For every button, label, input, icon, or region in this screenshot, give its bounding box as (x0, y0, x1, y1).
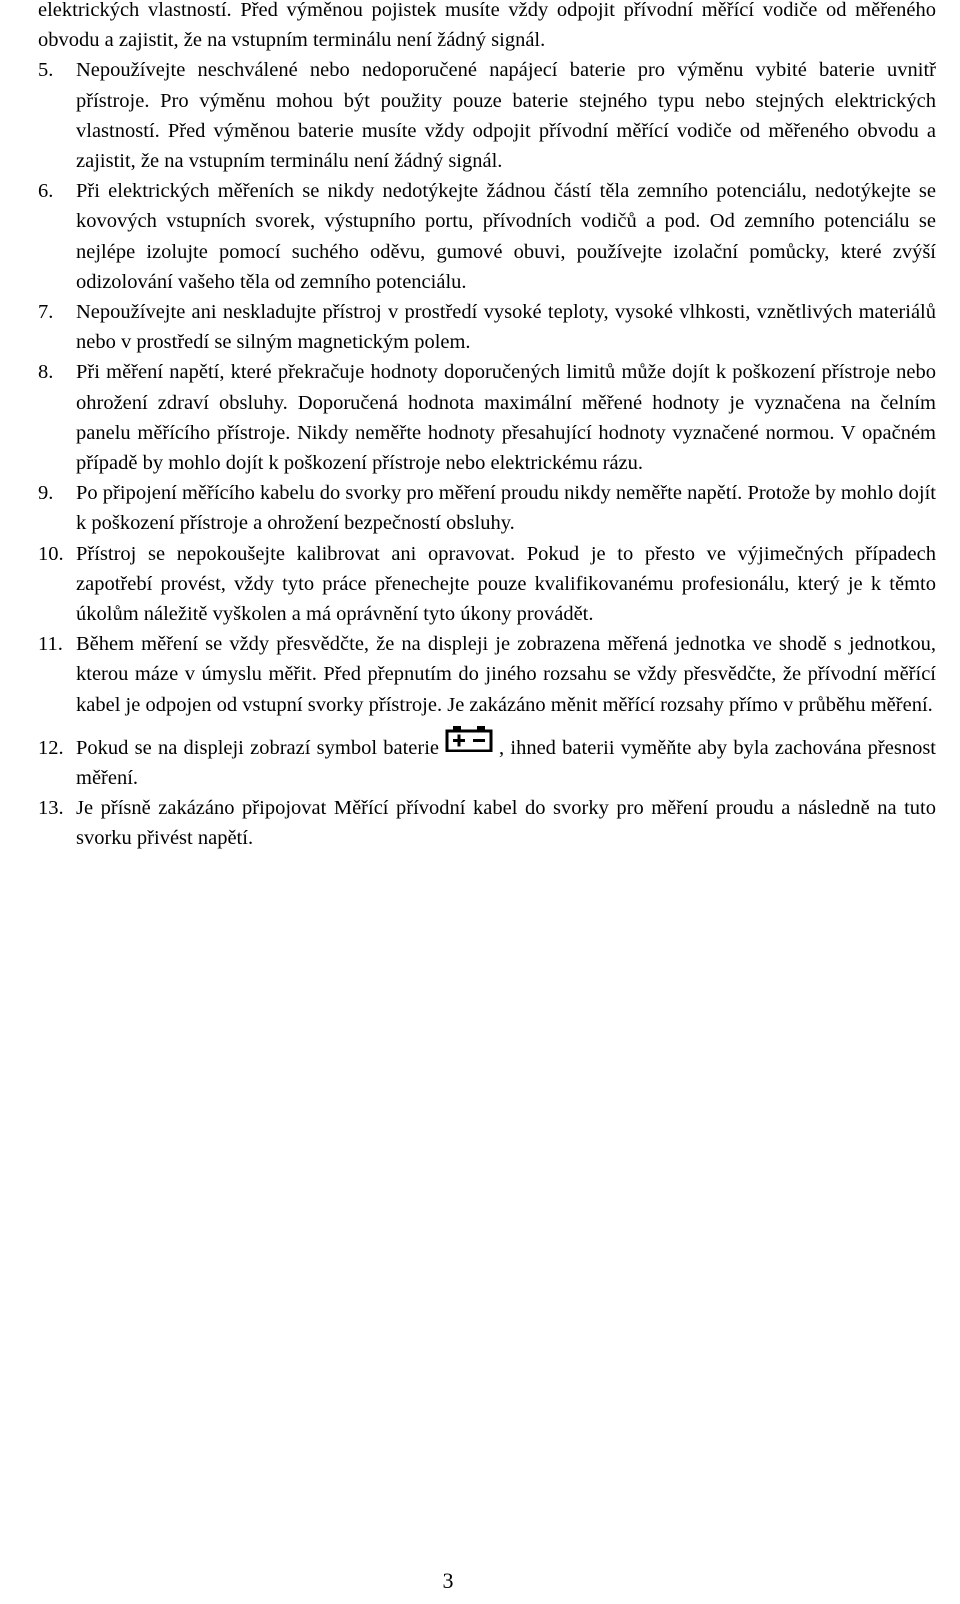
item-number: 6. (38, 180, 54, 203)
item-number: 13. (38, 797, 64, 820)
item-text: Přístroj se nepokoušejte kalibrovat ani opravovat. Pokud je to přesto ve výjimečných případech zapotřebí provést, vždy tyto práce přenechejte pouze kvalifikovanému profesionálu, který je k těmto úkolům náležitě vyškolen a má oprávnění tyto úkony provádět. (76, 542, 936, 626)
item-number: 5. (38, 59, 54, 82)
battery-icon (445, 726, 493, 752)
list-item (38, 478, 936, 538)
item-text-before-icon: Pokud se na displeji zobrazí symbol baterie (76, 736, 440, 759)
item-text: Nepoužívejte neschválené nebo nedoporučené napájecí baterie pro výměnu vybité baterie uvnitř přístroje. Pro výměnu mohou být použity pouze baterie stejného typu nebo stejných elektrických vlastností. Před výměnou baterie musíte vždy odpojit přívodní měřící vodiče od měřeného obvodu a zajistit, že na vstupním terminálu není žádný signál. (76, 59, 936, 173)
list-item (38, 357, 936, 478)
page-number: 3 (442, 1568, 454, 1593)
item-text: Při elektrických měřeních se nikdy nedotýkejte žádnou částí těla zemního potenciálu, nedotýkejte se kovových vstupních svorek, výstupního portu, přívodních vodičů a pod. Od zemního potenciálu se nejlépe izolujte pomocí suchého oděvu, gumové obuvi, používejte izolační pomůcky, které zvýší odizolování vašeho těla od zemního potenciálu. (76, 180, 936, 293)
item-number: 12. (38, 736, 64, 759)
lead-paragraph: elektrických vlastností. Před výměnou pojistek musíte vždy odpojit přívodní měřící vodiče od měřeného obvodu a zajistit, že na vstupním terminálu není žádný signál. (38, 0, 936, 52)
item-number: 10. (38, 542, 64, 565)
item-number: 11. (38, 633, 63, 656)
item-number: 8. (38, 361, 54, 384)
item-text-after-icon: , ihned baterii vyměňte aby byla zachována přesnost měření. (76, 736, 936, 790)
safety-instructions (38, 0, 936, 854)
item-text: Nepoužívejte ani neskladujte přístroj v prostředí vysoké teploty, vysoké vlhkosti, vznětlivých materiálů nebo v prostředí se silným magnetickým polem. (76, 301, 936, 354)
list-item (38, 539, 936, 630)
item-text: Při měření napětí, které překračuje hodnoty doporučených limitů může dojít k poškození přístroje nebo ohrožení zdraví obsluhy. Doporučená hodnota maximální měřené hodnoty je vyznačena na čelním panelu měřícího přístroje. Nikdy neměřte hodnoty přesahující hodnoty vyznačené normou. V opačném případě by mohlo dojít k poškození přístroje nebo elektrickému rázu. (76, 361, 936, 475)
item-text: Po připojení měřícího kabelu do svorky pro měření proudu nikdy neměřte napětí. Protože by mohlo dojít k poškození přístroje a ohrožení bezpečností obsluhy. (76, 482, 936, 535)
item-text: Během měření se vždy přesvědčte, že na displeji je zobrazena měřená jednotka ve shodě s jednotkou, kterou máze v úmyslu měřit. Před přepnutím do jiného rozsahu se vždy přesvědčte, že přívodní měřící kabel je odpojen od vstupní svorky přístroje. Je zakázáno měnit měřící rozsahy přímo v průběhu měření. (76, 633, 936, 716)
list-item (38, 629, 936, 720)
item-number: 7. (38, 301, 54, 324)
list-item (38, 55, 936, 176)
list-item (38, 176, 936, 297)
item-number: 9. (38, 482, 54, 505)
list-item (38, 297, 936, 357)
item-text: Je přísně zakázáno připojovat Měřící přívodní kabel do svorky pro měření proudu a následně na tuto svorku přivést napětí. (76, 797, 936, 850)
list-item (38, 793, 936, 853)
list-item (38, 726, 936, 793)
